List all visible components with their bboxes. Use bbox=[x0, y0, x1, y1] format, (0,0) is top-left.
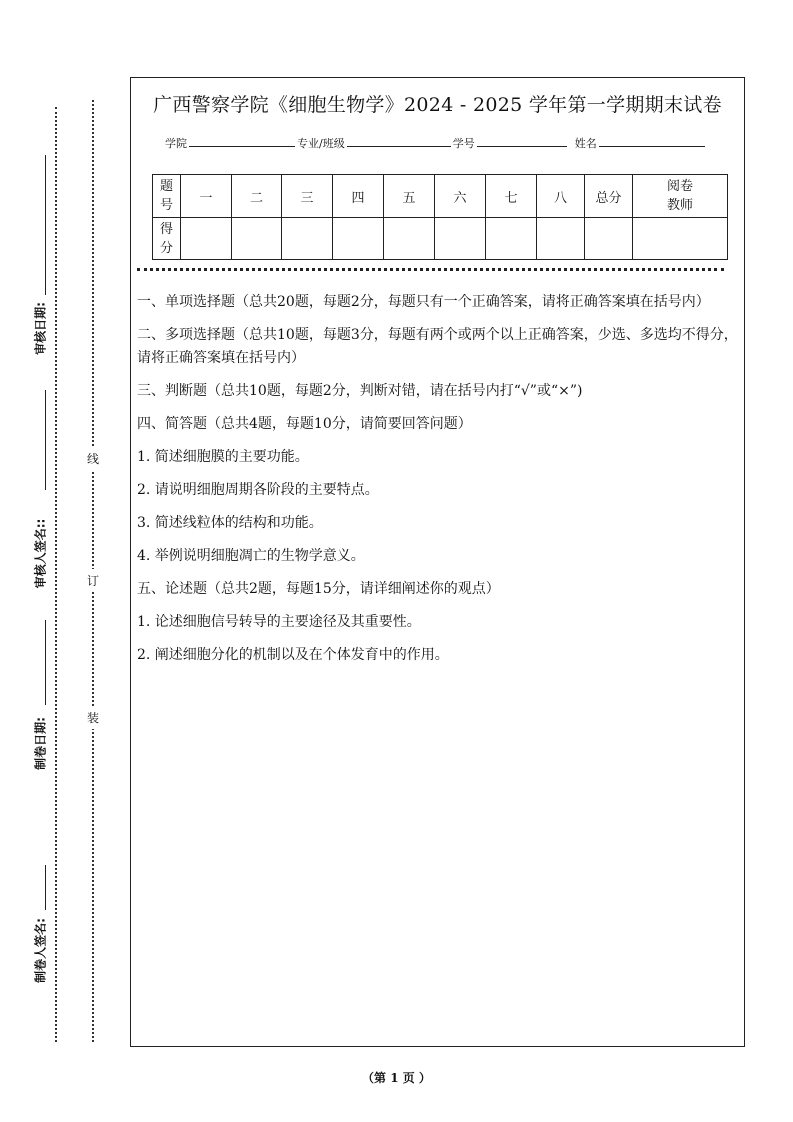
exam-frame bbox=[130, 77, 745, 1047]
major-class-field[interactable] bbox=[347, 134, 451, 147]
major-class-label: 专业/班级 bbox=[297, 137, 345, 150]
review-date-line bbox=[45, 155, 46, 295]
page-number: （第 1 页 ） bbox=[362, 1071, 431, 1085]
college-field[interactable] bbox=[189, 134, 295, 147]
total-score-cell[interactable] bbox=[585, 218, 633, 260]
make-date-line bbox=[45, 620, 46, 705]
score-cell[interactable] bbox=[537, 218, 585, 260]
question-item: 1. 论述细胞信号转导的主要途径及其重要性。 bbox=[137, 614, 421, 630]
name-label: 姓名 bbox=[574, 137, 597, 150]
col-header: 六 bbox=[435, 175, 486, 218]
section-multiple-choice: 二、多项选择题（总共10题，每题3分，每题有两个或两个以上正确答案，少选、多选均不得分，请将正确答案填在括号内） bbox=[137, 327, 738, 366]
score-row bbox=[153, 218, 728, 260]
question-item: 4. 举例说明细胞凋亡的生物学意义。 bbox=[137, 548, 365, 564]
binding-char-line: 线 bbox=[87, 447, 99, 470]
score-table bbox=[152, 174, 728, 260]
college-label: 学院 bbox=[165, 137, 187, 150]
student-id-field[interactable] bbox=[477, 134, 567, 147]
reviewer-signature-label: 审核人签名:: bbox=[33, 518, 48, 589]
col-header: 七 bbox=[486, 175, 537, 218]
score-cell[interactable] bbox=[435, 218, 486, 260]
question-item: 1. 简述细胞膜的主要功能。 bbox=[137, 449, 309, 465]
binding-char-order: 订 bbox=[87, 569, 99, 592]
score-cell[interactable] bbox=[486, 218, 537, 260]
section-true-false: 三、判断题（总共10题，每题2分，判断对错，请在括号内打“√”或“×”) bbox=[137, 383, 583, 399]
exam-title: 广西警察学院《细胞生物学》2024 - 2025 学年第一学期期末试卷 bbox=[153, 94, 722, 116]
exam-content bbox=[137, 291, 738, 677]
section-single-choice: 一、单项选择题（总共20题，每题2分，每题只有一个正确答案，请将正确答案填在括号内） bbox=[137, 294, 710, 310]
make-date-label: 制卷日期: bbox=[33, 717, 48, 770]
left-dotted-guide bbox=[55, 107, 57, 1042]
dotted-separator bbox=[137, 268, 724, 271]
question-item: 3. 简述线粒体的结构和功能。 bbox=[137, 515, 323, 531]
binding-char-bind: 装 bbox=[87, 706, 99, 729]
col-header: 二 bbox=[232, 175, 282, 218]
maker-signature-label: 制卷人签名: bbox=[33, 918, 48, 983]
reviewer-header: 阅卷 教师 bbox=[633, 175, 728, 218]
section-essay: 五、论述题（总共2题，每题15分，请详细阐述你的观点） bbox=[137, 581, 500, 597]
question-number-header: 题 号 bbox=[153, 175, 181, 218]
col-header: 一 bbox=[181, 175, 232, 218]
question-item: 2. 请说明细胞周期各阶段的主要特点。 bbox=[137, 482, 379, 498]
col-header: 三 bbox=[282, 175, 333, 218]
reviewer-signature-line bbox=[45, 390, 46, 490]
student-id-label: 学号 bbox=[452, 137, 475, 150]
name-field[interactable] bbox=[599, 134, 705, 147]
question-number-row bbox=[153, 175, 728, 218]
col-header: 四 bbox=[333, 175, 384, 218]
score-cell[interactable] bbox=[232, 218, 282, 260]
score-cell[interactable] bbox=[384, 218, 435, 260]
reviewer-cell[interactable] bbox=[633, 218, 728, 260]
col-header: 八 bbox=[537, 175, 585, 218]
question-item: 2. 阐述细胞分化的机制以及在个体发育中的作用。 bbox=[137, 647, 449, 663]
maker-signature-line bbox=[45, 865, 46, 910]
section-short-answer: 四、简答题（总共4题，每题10分，请简要回答问题） bbox=[137, 416, 472, 432]
score-cell[interactable] bbox=[282, 218, 333, 260]
review-date-label: 审核日期: bbox=[33, 302, 48, 355]
score-cell[interactable] bbox=[181, 218, 232, 260]
score-row-header: 得 分 bbox=[153, 218, 181, 260]
student-info-row bbox=[165, 134, 707, 151]
col-header: 五 bbox=[384, 175, 435, 218]
score-cell[interactable] bbox=[333, 218, 384, 260]
total-score-header: 总分 bbox=[585, 175, 633, 218]
